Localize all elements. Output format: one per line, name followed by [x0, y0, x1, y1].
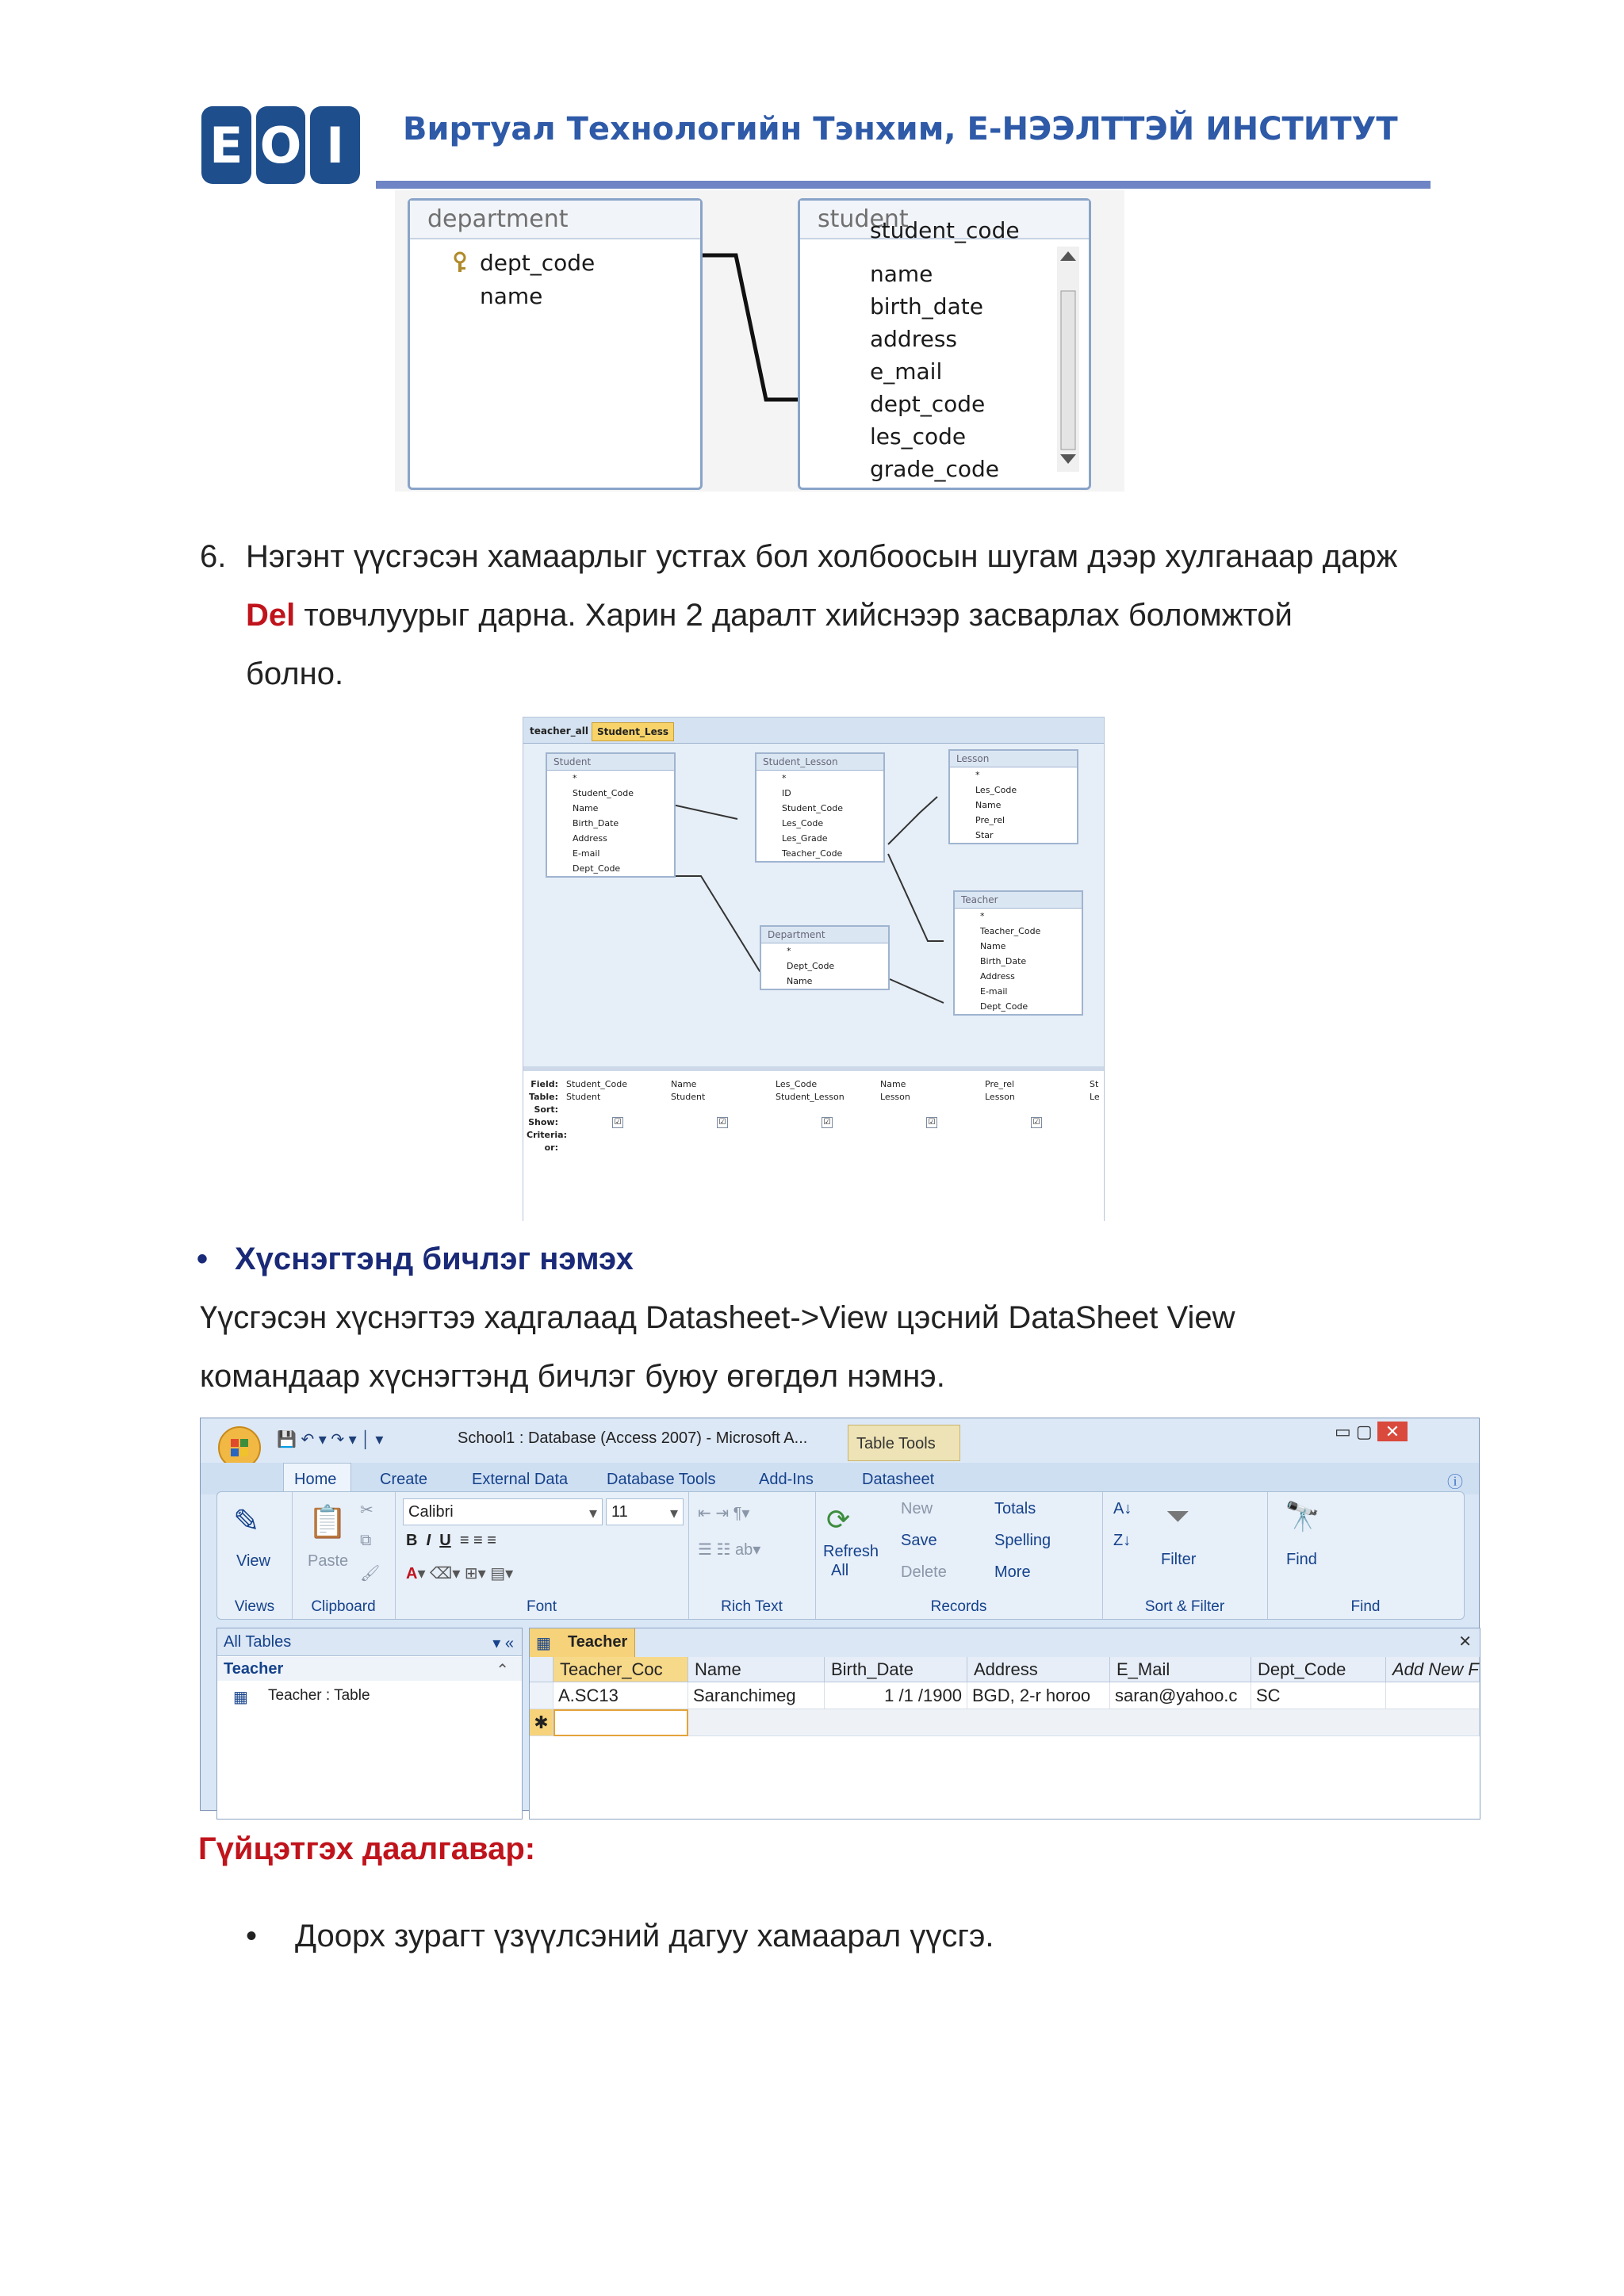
- grid-row-label: or:: [544, 1142, 558, 1153]
- query-design-grid: [523, 1066, 1104, 1225]
- chevron-down-icon: ▾: [669, 1505, 678, 1522]
- department-field: name: [480, 283, 543, 309]
- column-header[interactable]: Birth_Date: [825, 1657, 967, 1682]
- font-size-select[interactable]: [606, 1498, 684, 1525]
- tab-create[interactable]: Create: [380, 1471, 428, 1488]
- query-field: Address: [980, 971, 1015, 982]
- query-field: Teacher_Code: [980, 926, 1041, 936]
- student-table-title: student: [800, 201, 1089, 239]
- query-table-student: [546, 752, 676, 878]
- records-group: [815, 1492, 1103, 1619]
- bullet: •: [197, 1242, 209, 1276]
- column-header[interactable]: Name: [688, 1657, 825, 1682]
- collapse-icon[interactable]: ▾ «: [492, 1635, 514, 1652]
- grid-table[interactable]: Student_Lesson: [776, 1092, 845, 1102]
- nav-group[interactable]: [217, 1657, 522, 1681]
- query-field: Les_Grade: [782, 833, 828, 844]
- close-icon[interactable]: ✕: [1458, 1633, 1472, 1651]
- navigation-pane: [216, 1628, 523, 1820]
- query-field: Student_Code: [573, 788, 634, 798]
- grid-field[interactable]: Name: [880, 1079, 906, 1089]
- scrollbar[interactable]: [1057, 247, 1079, 472]
- student-field: dept_code: [870, 391, 986, 417]
- grid-row-label: Criteria:: [527, 1130, 568, 1140]
- student-field: birth_date: [870, 293, 983, 320]
- query-field: *: [975, 770, 980, 780]
- tab-student-less[interactable]: Student_Less: [592, 722, 674, 741]
- indent-icons[interactable]: ⇤ ⇥ ¶▾: [698, 1505, 750, 1522]
- table-cell[interactable]: BGD, 2-r horoo: [967, 1682, 1110, 1709]
- grid-table[interactable]: Le: [1090, 1092, 1100, 1102]
- query-table-student-lesson: [755, 752, 885, 863]
- student-field: les_code: [870, 423, 967, 450]
- table-icon: ▦: [536, 1635, 551, 1652]
- grid-table[interactable]: Student: [566, 1092, 601, 1102]
- view-button[interactable]: View: [236, 1552, 270, 1570]
- totals-button[interactable]: Totals: [994, 1500, 1036, 1517]
- query-field: Les_Code: [782, 818, 824, 828]
- group-label: Find: [1350, 1598, 1381, 1615]
- font-color-button[interactable]: A▾ ⌫▾ ⊞▾ ▤▾: [406, 1565, 514, 1582]
- help-icon[interactable]: ⓘ: [1447, 1474, 1463, 1491]
- query-field: Teacher_Code: [782, 848, 843, 859]
- show-checkbox[interactable]: ☑: [717, 1117, 728, 1128]
- scroll-arrows-icon: [1057, 247, 1079, 476]
- format-buttons[interactable]: B I U ≡ ≡ ≡: [406, 1532, 496, 1549]
- datasheet-tab-bar: [530, 1628, 1480, 1658]
- format-painter-icon[interactable]: 🖌: [360, 1565, 381, 1582]
- grid-field[interactable]: St: [1090, 1079, 1099, 1089]
- show-checkbox[interactable]: ☑: [926, 1117, 937, 1128]
- access-window: [200, 1418, 1480, 1811]
- grid-table[interactable]: Lesson: [880, 1092, 910, 1102]
- table-cell[interactable]: SC: [1251, 1682, 1386, 1709]
- table-tools-context: [848, 1425, 960, 1461]
- group-label: Sort & Filter: [1144, 1598, 1225, 1615]
- nav-item-teacher-table[interactable]: Teacher : Table: [268, 1687, 370, 1704]
- grid-field[interactable]: Student_Code: [566, 1079, 627, 1089]
- section-line1: Үүсгэсэн хүснэгтээ хадгалаад Datasheet->View цэсний DataSheet View: [200, 1300, 1235, 1335]
- logo-letter-o: O: [256, 106, 306, 184]
- grid-row-label: Sort:: [534, 1104, 558, 1115]
- header-title: Виртуал Технологийн Тэнхим, Е-НЭЭЛТТЭЙ ИНСТИТУТ: [403, 111, 1398, 147]
- font-name-select[interactable]: [403, 1498, 603, 1525]
- eoi-logo: [201, 106, 360, 184]
- department-table-title: department: [410, 201, 700, 239]
- binoculars-icon: 🔭: [1285, 1500, 1320, 1533]
- sort-ascending-icon[interactable]: A↓: [1113, 1500, 1132, 1517]
- list-icons[interactable]: ☰ ☷ ab▾: [698, 1541, 761, 1559]
- grid-table[interactable]: Lesson: [985, 1092, 1015, 1102]
- column-header[interactable]: E_Mail: [1110, 1657, 1251, 1682]
- query-field: Name: [975, 800, 1002, 810]
- font-group: [395, 1492, 689, 1619]
- chevron-up-icon: ⌃: [496, 1662, 509, 1679]
- nav-header[interactable]: [217, 1628, 522, 1656]
- clipboard-group: [292, 1492, 396, 1619]
- filter-icon: ⏷: [1166, 1500, 1190, 1533]
- grid-table[interactable]: Student: [671, 1092, 706, 1102]
- group-label: Views: [234, 1598, 275, 1615]
- row-selector[interactable]: [530, 1682, 553, 1709]
- grid-row-label: Table:: [528, 1092, 558, 1102]
- window-title: School1 : Database (Access 2007) - Microsoft A...: [458, 1429, 808, 1447]
- grid-field[interactable]: Pre_rel: [985, 1079, 1015, 1089]
- show-checkbox[interactable]: ☑: [1031, 1117, 1042, 1128]
- tab-add-ins[interactable]: Add-Ins: [759, 1471, 814, 1488]
- logo-letter-i: I: [310, 106, 360, 184]
- relationship-figure: [395, 190, 1124, 492]
- table-cell[interactable]: saran@yahoo.c: [1110, 1682, 1251, 1709]
- query-table-department: [760, 925, 890, 990]
- show-checkbox[interactable]: ☑: [822, 1117, 833, 1128]
- group-label: Font: [526, 1598, 557, 1615]
- group-label: Clipboard: [311, 1598, 376, 1615]
- del-key: Del: [246, 598, 296, 633]
- refresh-button[interactable]: Refresh: [823, 1543, 879, 1560]
- tab-teacher-label: Teacher: [568, 1633, 628, 1651]
- task-heading: Гүйцэтгэх даалгавар:: [198, 1831, 536, 1866]
- step6-line2: [246, 598, 1293, 633]
- query-table-title: Department: [761, 927, 888, 943]
- delete-record-button[interactable]: Delete: [901, 1563, 947, 1581]
- student-field-partial: student_code: [870, 217, 1020, 243]
- tab-datasheet[interactable]: Datasheet: [862, 1471, 935, 1488]
- query-field: Dept_Code: [980, 1001, 1028, 1012]
- font-name-value: Calibri: [408, 1503, 454, 1521]
- row-selector-header: [530, 1657, 553, 1682]
- ribbon: [216, 1491, 1465, 1620]
- table-cell[interactable]: 1 /1 /1900: [825, 1682, 967, 1709]
- tab-database-tools[interactable]: Database Tools: [607, 1471, 716, 1488]
- grid-field[interactable]: Name: [671, 1079, 697, 1089]
- datasheet: [529, 1628, 1480, 1820]
- chevron-down-icon: ▾: [588, 1505, 597, 1522]
- task-item: Доорх зурагт үзүүлсэний дагуу хамаарал үүсгэ.: [295, 1919, 994, 1954]
- table-icon: ▦: [233, 1689, 248, 1706]
- save-record-button[interactable]: Save: [901, 1532, 937, 1549]
- find-button[interactable]: Find: [1286, 1551, 1317, 1568]
- grid-row-label: Field:: [530, 1079, 558, 1089]
- query-field: Name: [573, 803, 599, 813]
- grid-row-label: Show:: [528, 1117, 558, 1127]
- refresh-icon: ⟳: [826, 1503, 851, 1536]
- query-table-title: Lesson: [950, 751, 1077, 767]
- student-field: e_mail: [870, 358, 943, 385]
- nav-group-label: Teacher: [224, 1660, 284, 1678]
- bullet: •: [246, 1919, 258, 1954]
- query-field: Birth_Date: [980, 956, 1027, 966]
- step6-line1: Нэгэнт үүсгэсэн хамаарлыг устгах бол холбоосын шугам дээр хулганаар дарж: [246, 539, 1398, 574]
- query-field: E-mail: [573, 848, 600, 859]
- tab-home[interactable]: Home: [294, 1471, 337, 1488]
- group-label: Rich Text: [721, 1598, 783, 1615]
- add-new-field-header[interactable]: Add New F: [1386, 1657, 1480, 1682]
- query-field: ID: [782, 788, 791, 798]
- query-field: *: [782, 773, 787, 783]
- grid-field[interactable]: Les_Code: [776, 1079, 818, 1089]
- office-logo-icon: [220, 1428, 259, 1468]
- header-rule: [376, 181, 1431, 189]
- department-field: dept_code: [480, 250, 596, 276]
- query-field: Les_Code: [975, 785, 1017, 795]
- quick-access-toolbar[interactable]: 💾 ↶ ▾ ↷ ▾ │ ▾: [277, 1431, 384, 1448]
- window-controls[interactable]: ▭ ▢ ✕: [1335, 1422, 1408, 1442]
- query-table-title: Teacher: [955, 892, 1082, 909]
- spelling-button[interactable]: Spelling: [994, 1532, 1051, 1549]
- query-table-title: Student: [547, 754, 674, 771]
- views-group: [217, 1492, 293, 1619]
- query-design-figure: [523, 717, 1105, 1221]
- section-line2: командаар хүснэгтэнд бичлэг буюу өгөгдөл нэмнэ.: [200, 1359, 945, 1394]
- query-table-lesson: [948, 749, 1078, 844]
- query-table-title: Student_Lesson: [756, 754, 883, 771]
- column-header[interactable]: Teacher_Coc: [553, 1657, 688, 1682]
- query-field: Name: [787, 976, 813, 986]
- query-field: E-mail: [980, 986, 1008, 997]
- group-label: Records: [930, 1598, 987, 1615]
- section-heading: Хүснэгтэнд бичлэг нэмэх: [235, 1242, 634, 1276]
- new-record-marker[interactable]: ✱: [530, 1709, 553, 1736]
- tab-teacher-all[interactable]: teacher_all: [530, 725, 589, 737]
- title-bar: [201, 1418, 1479, 1463]
- query-field: Dept_Code: [573, 863, 621, 874]
- nav-header-label: All Tables: [224, 1633, 292, 1651]
- query-field: Name: [980, 941, 1006, 951]
- step6-line3: болно.: [246, 656, 344, 691]
- step6-line2-rest: товчлуурыг дарна. Харин 2 даралт хийснээр засварлах боломжтой: [295, 598, 1293, 633]
- ribbon-tabs: [201, 1463, 1479, 1494]
- column-header[interactable]: Address: [967, 1657, 1110, 1682]
- query-field: Student_Code: [782, 803, 843, 813]
- student-field: name: [870, 261, 933, 287]
- sort-filter-group: [1102, 1492, 1268, 1619]
- step-number: 6.: [200, 539, 227, 574]
- paste-icon: 📋: [308, 1505, 347, 1540]
- query-field: *: [573, 773, 577, 783]
- logo-letter-e: E: [201, 106, 251, 184]
- student-table: [798, 198, 1091, 490]
- view-icon: ✎: [233, 1504, 260, 1539]
- table-cell[interactable]: A.SC13: [553, 1682, 688, 1709]
- new-record-input[interactable]: [553, 1709, 688, 1736]
- more-button[interactable]: More: [994, 1563, 1031, 1581]
- rich-text-group: [688, 1492, 816, 1619]
- table-cell[interactable]: [1386, 1682, 1480, 1709]
- new-record-row[interactable]: [688, 1709, 1480, 1736]
- table-tools-label: Table Tools: [856, 1435, 936, 1452]
- key-icon: [451, 251, 469, 279]
- copy-icon[interactable]: ⧉: [360, 1532, 372, 1549]
- show-checkbox[interactable]: ☑: [612, 1117, 623, 1128]
- query-field: Pre_rel: [975, 815, 1005, 825]
- query-field: Address: [573, 833, 607, 844]
- student-field: address: [870, 326, 958, 352]
- query-field: Star: [975, 830, 994, 840]
- student-field: grade_code: [870, 456, 999, 482]
- column-header[interactable]: Dept_Code: [1251, 1657, 1386, 1682]
- query-field: *: [787, 946, 791, 956]
- tab-external-data[interactable]: External Data: [472, 1471, 569, 1488]
- filter-button[interactable]: Filter: [1161, 1551, 1197, 1568]
- cut-icon[interactable]: ✂: [360, 1502, 373, 1519]
- query-table-teacher: [953, 890, 1083, 1016]
- font-size-value: 11: [611, 1503, 628, 1521]
- department-table: [408, 198, 703, 490]
- table-cell[interactable]: Saranchimeg: [688, 1682, 825, 1709]
- find-group: [1267, 1492, 1464, 1619]
- new-record-button[interactable]: New: [901, 1500, 933, 1517]
- refresh-all-sub[interactable]: All: [831, 1562, 849, 1579]
- query-field: Dept_Code: [787, 961, 835, 971]
- paste-button[interactable]: Paste: [308, 1552, 349, 1570]
- query-field: Birth_Date: [573, 818, 619, 828]
- tab-teacher[interactable]: [530, 1628, 635, 1657]
- query-field: *: [980, 911, 985, 921]
- sort-descending-icon[interactable]: Z↓: [1113, 1532, 1132, 1549]
